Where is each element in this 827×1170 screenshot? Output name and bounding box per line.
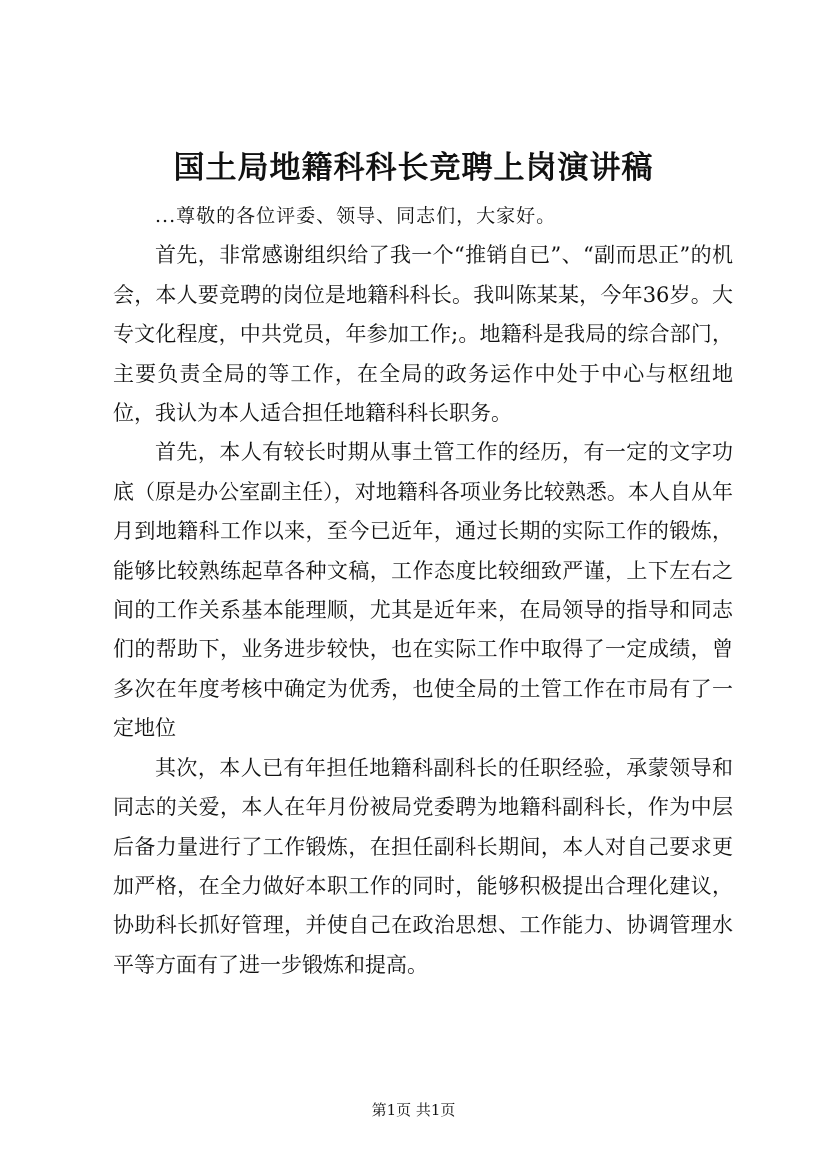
greeting-line: ...尊敬的各位评委、领导、同志们，大家好。	[155, 205, 557, 227]
document-body	[113, 197, 733, 985]
paragraph-experience: 首先，本人有较长时期从事土管工作的经历，有一定的文字功底（原是办公室副主任），对地籍科各项业务比较熟悉。本人自从年月到地籍科工作以来，至今已近年，通过长期的实际工作的锻炼，能够比较熟练起草各种文稿，工作态度比较细致严谨，上下左右之间的工作关系基本能理顺，尤其是近年来，在局领导的指导和同志们的帮助下，业务进步较快，也在实际工作中取得了一定成绩，曾多次在年度考核中确定为优秀，也使全局的土管工作在市局有了一定地位	[113, 440, 733, 741]
paragraph-intro: 首先，非常感谢组织给了我一个“推销自已”、“副而思正”的机会，本人要竞聘的岗位是地籍科科长。我叫陈某某，今年36岁。大专文化程度，中共党员，年参加工作;。地籍科是我局的综合部门，主要负责全局的等工作，在全局的政务运作中处于中心与枢纽地位，我认为本人适合担任地籍科科长职务。	[113, 243, 733, 426]
paragraph-deputy-experience: 其次，本人已有年担任地籍科副科长的任职经验，承蒙领导和同志的关爱，本人在年月份被局党委聘为地籍科副科长，作为中层后备力量进行了工作锻炼，在担任副科长期间，本人对自己要求更加严格，在全力做好本职工作的同时，能够积极提出合理化建议，协助科长抓好管理，并使自己在政治思想、工作能力、协调管理水平等方面有了进一步锻炼和提高。	[113, 755, 733, 977]
page-footer: 第1页 共1页	[371, 1101, 456, 1119]
document-title: 国土局地籍科科长竞聘上岗演讲稿	[173, 150, 654, 186]
